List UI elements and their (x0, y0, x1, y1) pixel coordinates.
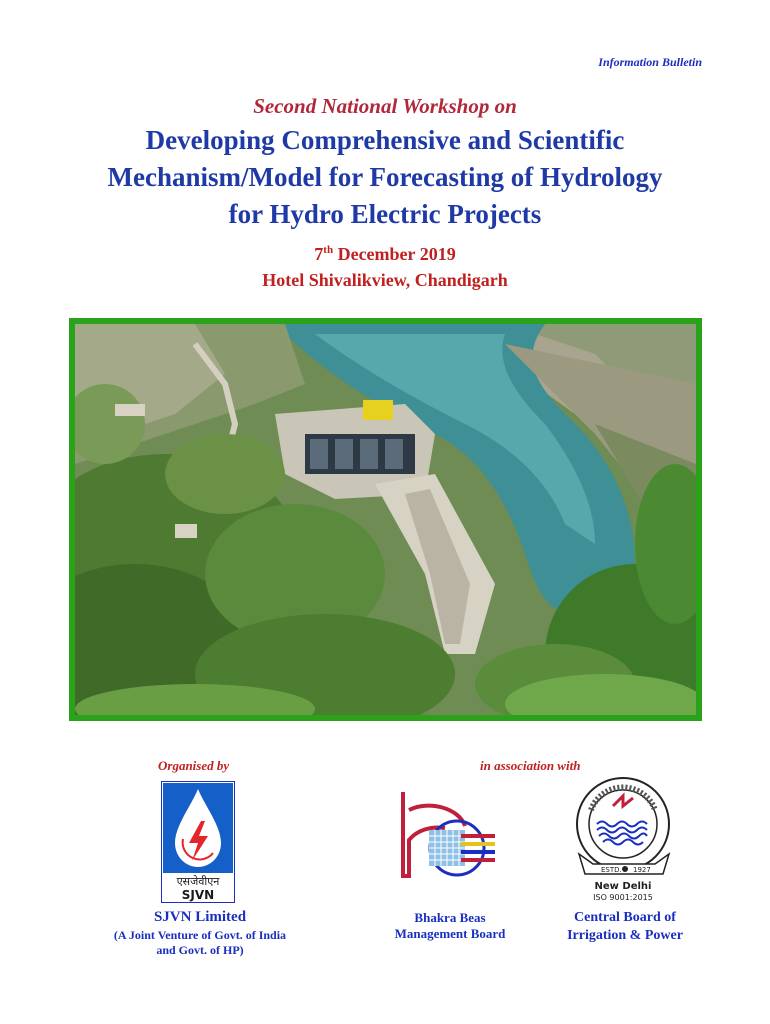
cbip-estd: ESTD. (601, 866, 622, 874)
sjvn-name: SJVN Limited (153, 909, 247, 925)
bulletin-label: Information Bulletin (598, 55, 702, 69)
title-line-1: Developing Comprehensive and Scientific (145, 125, 625, 155)
sjvn-logo-hindi: एसजेवीएन (176, 875, 220, 888)
in-association-label: in association with (480, 758, 581, 773)
event-date (0, 244, 770, 265)
cbip-name-line-1: Central Board of (574, 910, 676, 925)
date-suffix: th (323, 244, 334, 256)
sjvn-subtitle-line-1: (A Joint Venture of Govt. of India (113, 928, 287, 942)
dam-photo (75, 324, 696, 715)
cbip-name-line-2: Irrigation & Power (567, 928, 683, 943)
cbip-year: 1927 (633, 866, 651, 874)
workshop-subtitle: Second National Workshop on (253, 94, 517, 118)
bbmb-logo (399, 790, 503, 878)
cbip-iso: ISO 9001:2015 (593, 893, 653, 902)
title-line-2: Mechanism/Model for Forecasting of Hydrology (107, 162, 663, 192)
sjvn-logo (161, 781, 235, 903)
date-rest: December 2019 (333, 244, 456, 264)
event-venue: Hotel Shivalikview, Chandigarh (262, 270, 508, 290)
date-day: 7 (314, 244, 324, 264)
organised-by-label: Organised by (158, 758, 230, 773)
sjvn-subtitle-line-2: and Govt. of HP) (156, 943, 244, 957)
dam-photo-frame (69, 318, 702, 721)
page-title (40, 122, 730, 233)
cbip-logo (571, 772, 681, 902)
sjvn-logo-text: SJVN (181, 888, 215, 902)
title-line-3: for Hydro Electric Projects (228, 199, 542, 229)
bbmb-name-line-2: Management Board (394, 926, 506, 941)
cbip-city: New Delhi (594, 881, 652, 892)
bbmb-name-line-1: Bhakra Beas (414, 910, 486, 925)
